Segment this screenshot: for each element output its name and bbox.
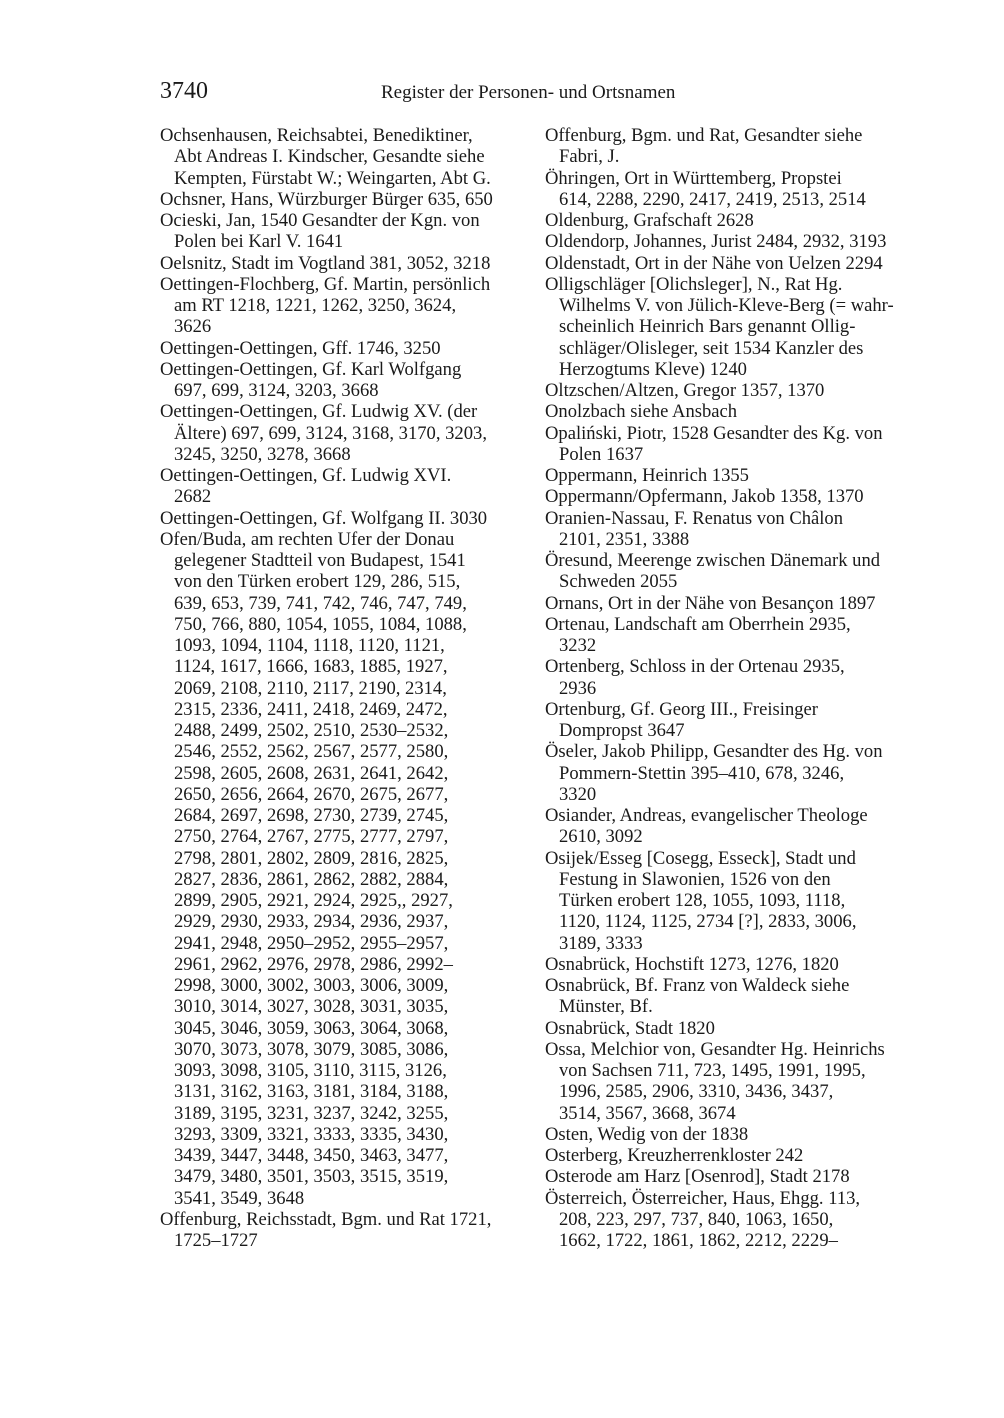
index-entry: Oelsnitz, Stadt im Vogtland 381, 3052, 3218 (160, 252, 491, 274)
index-entry: Oranien-Nassau, F. Renatus von Châlon 2101, 2351, 3388 (545, 507, 844, 550)
index-entry: Oettingen-Flochberg, Gf. Martin, persönlich am RT 1218, 1221, 1262, 3250, 3624, 3626 (160, 273, 491, 338)
index-entry: Opaliński, Piotr, 1528 Gesandter des Kg. von Polen 1637 (545, 422, 883, 465)
index-entry: Osijek/Esseg [Cosegg, Esseck], Stadt und Festung in Slawonien, 1526 von den Türken erobert 128, 1055, 1093, 1118, 1120, 1124, 1125, 2734 [?], 2833, 3006, 3189, 3333 (545, 847, 857, 954)
index-entry: Ochsenhausen, Reichsabtei, Benediktiner, Abt Andreas I. Kindscher, Gesandte siehe Kempten, Fürstabt W.; Weingarten, Abt G. (160, 125, 491, 189)
index-entry: Ortenau, Landschaft am Oberrhein 2935, 3232 (545, 613, 851, 656)
page-number: 3740 (160, 78, 208, 104)
index-entry: Osnabrück, Bf. Franz von Waldeck siehe Münster, Bf. (545, 975, 850, 1018)
index-entry: Ortenburg, Gf. Georg III., Freisinger Dompropst 3647 (545, 698, 818, 741)
index-entry: Oettingen-Oettingen, Gf. Ludwig XV. (der Ältere) 697, 699, 3124, 3168, 3170, 3203, 3245, 3250, 3278, 3668 (160, 401, 487, 465)
index-entry: Öseler, Jakob Philipp, Gesandter des Hg. von Pommern-Stettin 395–410, 678, 3246, 3320 (545, 741, 883, 805)
index-entry: Osterode am Harz [Osenrod], Stadt 2178 (545, 1166, 850, 1188)
index-entry: Oldenstadt, Ort in der Nähe von Uelzen 2294 (545, 252, 883, 274)
index-entry: Osterberg, Kreuzherrenkloster 242 (545, 1145, 804, 1166)
index-entry: Osiander, Andreas, evangelischer Theologe 2610, 3092 (545, 805, 868, 848)
index-entry: Oettingen-Oettingen, Gf. Wolfgang II. 3030 (160, 507, 488, 529)
index-entry: Ochsner, Hans, Würzburger Bürger 635, 650 (160, 188, 493, 210)
index-entry: Osnabrück, Stadt 1820 (545, 1017, 715, 1039)
index-entry: Oppermann, Heinrich 1355 (545, 465, 749, 486)
index-entry: Oltzschen/Altzen, Gregor 1357, 1370 (545, 380, 825, 401)
index-entry: Olligschläger [Olichsleger], N., Rat Hg. Wilhelms V. von Jülich-Kleve-Berg (= wahr- scheinlich Heinrich Bars genannt Ollig- schläger/Olisleger, seit 1534 Kanzler des Herzogtums Kleve) 1240 (545, 273, 894, 380)
index-entry: Osten, Wedig von der 1838 (545, 1123, 749, 1145)
index-entry: Oldenburg, Grafschaft 2628 (545, 210, 754, 231)
index-entry: Offenburg, Bgm. und Rat, Gesandter siehe Fabri, J. (545, 125, 863, 168)
index-entry: Ortenberg, Schloss in der Ortenau 2935, 2936 (545, 656, 845, 699)
index-entry: Oettingen-Oettingen, Gf. Ludwig XVI. 2682 (160, 465, 452, 508)
index-entry: Öresund, Meerenge zwischen Dänemark und Schweden 2055 (545, 550, 881, 593)
index-entry: Ocieski, Jan, 1540 Gesandter der Kgn. von Polen bei Karl V. 1641 (160, 210, 480, 253)
index-entry: Oettingen-Oettingen, Gf. Karl Wolfgang 697, 699, 3124, 3203, 3668 (160, 358, 462, 401)
index-entry: Ossa, Melchior von, Gesandter Hg. Heinrichs von Sachsen 711, 723, 1495, 1991, 1995, 1996, 2585, 2906, 3310, 3436, 3437, 3514, 3567, 3668, 3674 (545, 1038, 885, 1124)
index-entry: Oettingen-Oettingen, Gff. 1746, 3250 (160, 337, 441, 359)
index-column-left (160, 125, 530, 1251)
index-entry: Osnabrück, Hochstift 1273, 1276, 1820 (545, 953, 839, 975)
index-entry: Öhringen, Ort in Württemberg, Propstei 614, 2288, 2290, 2417, 2419, 2513, 2514 (545, 167, 866, 210)
index-entry: Offenburg, Reichsstadt, Bgm. und Rat 1721, 1725–1727 (160, 1208, 492, 1251)
index-entry: Ofen/Buda, am rechten Ufer der Donau gelegener Stadtteil von Budapest, 1541 von den Türken erobert 129, 286, 515, 639, 653, 739, 741, 742, 746, 747, 749, 750, 766, 880, 1054, 1055, 1084, 1088, 1093, 1094, 1104, 1118, 1120, 1121, 1124, 1617, 1666, 1683, 1885, 1927, 2069, 2108, 2110, 2117, 2190, 2314, 2315, 2336, 2411, 2418, 2469, 2472, 2488, 2499, 2502, 2510, 2530–2532, 2546, 2552, 2562, 2567, 2577, 2580, 2598, 2605, 2608, 2631, 2641, 2642, 2650, 2656, 2664, 2670, 2675, 2677, 2684, 2697, 2698, 2730, 2739, 2745, 2750, 2764, 2767, 2775, 2777, 2797, 2798, 2801, 2802, 2809, 2816, 2825, 2827, 2836, 2861, 2862, 2882, 2884, 2899, 2905, 2921, 2924, 2925,, 2927, 2929, 2930, 2933, 2934, 2936, 2937, 2941, 2948, 2950–2952, 2955–2957, 2961, 2962, 2976, 2978, 2986, 2992– 2998, 3000, 3002, 3003, 3006, 3009, 3010, 3014, 3027, 3028, 3031, 3035, 3045, 3046, 3059, 3063, 3064, 3068, 3070, 3073, 3078, 3079, 3085, 3086, 3093, 3098, 3105, 3110, 3115, 3126, 3131, 3162, 3163, 3181, 3184, 3188, 3189, 3195, 3231, 3237, 3242, 3255, 3293, 3309, 3321, 3333, 3335, 3430, 3439, 3447, 3448, 3450, 3463, 3477, 3479, 3480, 3501, 3503, 3515, 3519, 3541, 3549, 3648 (160, 528, 467, 1209)
index-entry: Ornans, Ort in der Nähe von Besançon 1897 (545, 592, 876, 614)
index-entry: Oppermann/Opfermann, Jakob 1358, 1370 (545, 486, 864, 508)
running-title: Register der Personen- und Ortsnamen (381, 82, 676, 103)
index-entry: Onolzbach siehe Ansbach (545, 401, 738, 423)
index-entry: Österreich, Österreicher, Haus, Ehgg. 113, 208, 223, 297, 737, 840, 1063, 1650, 1662, 1722, 1861, 1862, 2212, 2229– (545, 1187, 861, 1251)
index-entry: Oldendorp, Johannes, Jurist 2484, 2932, 3193 (545, 231, 887, 253)
index-column-right (545, 125, 925, 1251)
